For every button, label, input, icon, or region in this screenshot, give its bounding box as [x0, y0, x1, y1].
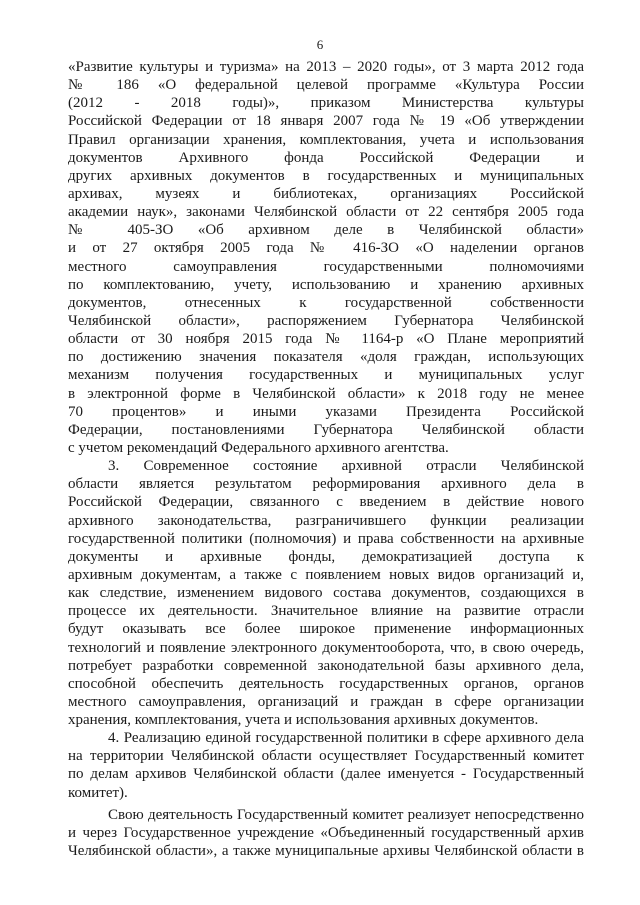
text-line: Свою деятельность Государственный комитет реализует непосредственно: [108, 806, 584, 823]
text-line: академии наук», законами Челябинской области от 22 сентября 2005 года: [68, 204, 584, 221]
text-line: на территории Челябинской области осуществляет Государственный комитет: [68, 748, 584, 765]
text-line: Челябинской области», распоряжением Губернатора Челябинской: [68, 312, 584, 329]
text-line: Российской Федерации, связанного с введением в действие нового: [68, 494, 584, 511]
text-line: архивным документам, а также с появлением новых видов организаций и,: [68, 566, 584, 583]
text-line: хранения, комплектования, учета и использования архивных документов.: [68, 712, 539, 729]
text-line: Федерации, постановлениями Губернатора Челябинской области: [68, 421, 584, 438]
text-line: с учетом рекомендаций Федерального архивного агентства.: [68, 439, 449, 456]
text-line: области от 30 ноября 2015 года № 1164-р «О Плане мероприятий: [68, 331, 584, 348]
text-line: архивного законодательства, разграничившего функции реализации: [68, 512, 584, 529]
text-line: Челябинской области», а также муниципальные архивы Челябинской области в: [68, 843, 584, 860]
text-line: 3. Современное состояние архивной отрасли Челябинской: [108, 458, 584, 475]
text-line: по комплектованию, учету, использованию и хранению архивных: [68, 276, 584, 293]
text-line: государственной политики (полномочия) и права собственности на архивные: [68, 530, 584, 547]
text-line: «Развитие культуры и туризма» на 2013 – 2020 годы», от 3 марта 2012 года: [68, 59, 584, 75]
text-line: комитет).: [68, 784, 128, 801]
page-number: 6: [316, 37, 324, 52]
text-line: процессе их деятельности. Значительное влияние на развитие отрасли: [68, 603, 584, 620]
text-line: 4. Реализацию единой государственной политики в сфере архивного дела: [108, 730, 584, 747]
text-line: технологий и появление электронного документооборота, что, в свою очередь,: [68, 639, 584, 656]
text-line: и от 27 октября 2005 года № 416-ЗО «О наделении органов: [68, 240, 584, 257]
text-line: будут оказывать все более широкое применение информационных: [68, 621, 584, 638]
text-line: как следствие, изменением видового состава документов, создающихся в: [68, 585, 584, 602]
text-line: (2012 - 2018 годы)», приказом Министерства культуры: [68, 95, 584, 112]
text-line: потребует разработки современной законодательной базы архивного дела,: [68, 657, 584, 674]
text-line: Российской Федерации от 18 января 2007 года № 19 «Об утверждении: [68, 113, 584, 130]
text-line: Правил организации хранения, комплектования, учета и использования: [68, 131, 584, 148]
text-line: в электронной форме в Челябинской области» к 2018 году не менее: [68, 385, 584, 402]
text-line: и через Государственное учреждение «Объединенный государственный архив: [68, 824, 584, 841]
text-line: местного самоуправления государственными полномочиями: [68, 258, 584, 275]
text-line: № 186 «О федеральной целевой программе «Культура России: [68, 77, 584, 94]
text-line: документов, отнесенных к государственной собственности: [68, 294, 584, 311]
text-line: документы и архивные фонды, демократизацией доступа к: [68, 548, 584, 565]
text-line: по делам архивов Челябинской области (далее именуется - Государственный: [68, 766, 584, 783]
text-line: 70 процентов» и иными указами Президента Российской: [68, 403, 584, 420]
text-line: области является результатом реформирования архивного дела в: [68, 476, 584, 493]
document-body: [68, 58, 584, 860]
text-line: по достижению значения показателя «доля граждан, использующих: [68, 349, 584, 366]
text-line: архивах, музеях и библиотеках, организациях Российской: [68, 185, 584, 202]
text-line: № 405-ЗО «Об архивном деле в Челябинской области»: [68, 222, 584, 239]
text-line: других архивных документов в государственных и муниципальных: [68, 167, 584, 184]
text-line: способной обеспечить деятельность государственных органов, органов: [68, 675, 584, 692]
text-line: местного самоуправления, организаций и граждан в сфере организации: [68, 693, 584, 710]
text-line: механизм получения государственных и муниципальных услуг: [68, 367, 584, 384]
text-line: документов Архивного фонда Российской Федерации и: [68, 149, 584, 166]
